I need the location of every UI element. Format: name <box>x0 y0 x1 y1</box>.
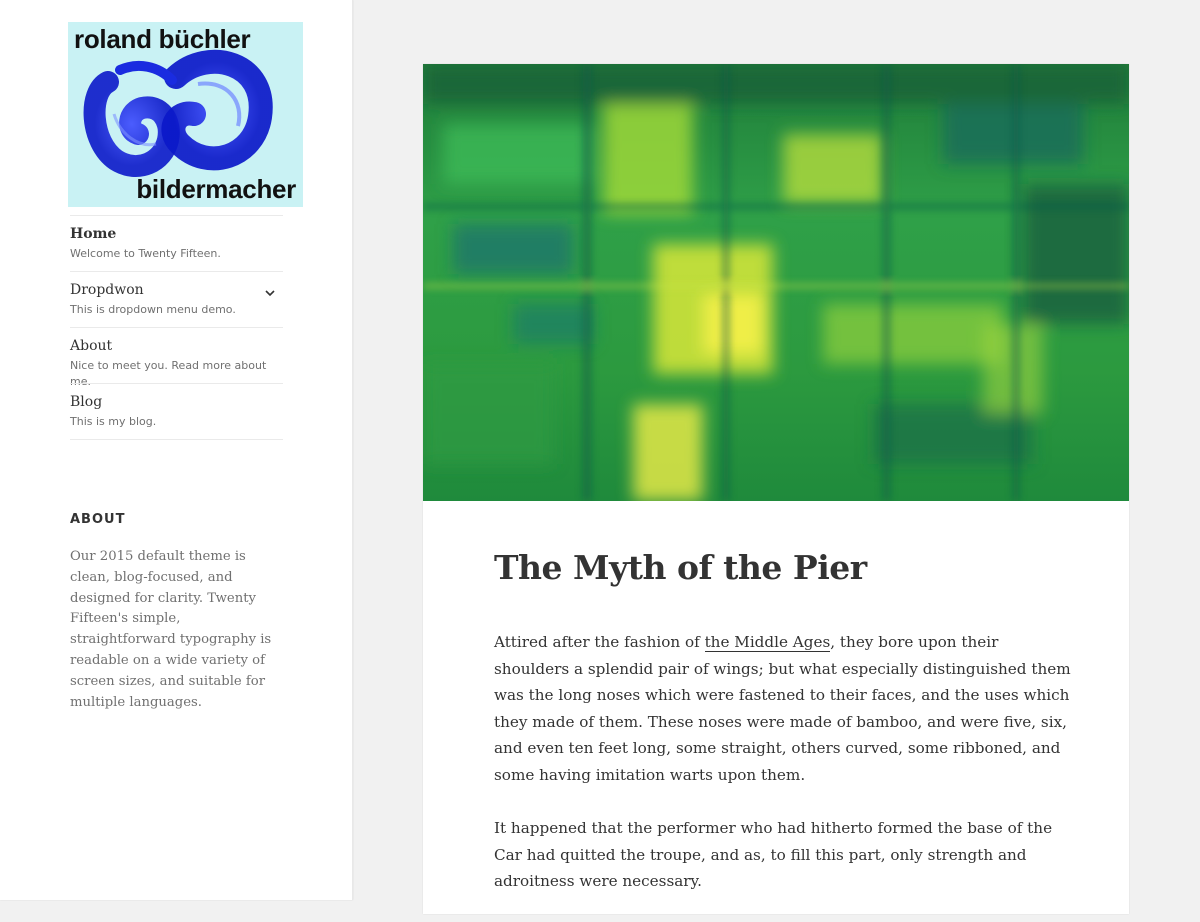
post-title[interactable]: The Myth of the Pier <box>494 548 867 587</box>
widget-title: ABOUT <box>70 512 126 527</box>
main-navigation <box>70 215 283 440</box>
featured-image[interactable] <box>423 64 1129 501</box>
chevron-down-icon[interactable] <box>263 286 277 300</box>
nav-item-description: This is dropdown menu demo. <box>70 303 236 316</box>
sidebar <box>0 0 353 900</box>
nav-item-description: Nice to meet you. Read more about me. <box>70 359 267 388</box>
nav-item-description: Welcome to Twenty Fifteen. <box>70 247 221 260</box>
nav-item-label[interactable]: Home <box>70 226 117 242</box>
middle-ages-link[interactable]: the Middle Ages <box>704 633 831 651</box>
logo-title: roland büchler <box>74 24 251 54</box>
nav-item-dropdwon[interactable] <box>70 271 283 327</box>
paragraph-text: , they bore upon their shoulders a splendid pair of wings; but what especially distinguished them was the long noses which were fastened to their faces, and the uses which they made of them. These noses were made of bamboo, and were five, six, and even ten feet long, some straight, others curved, some ribboned, and some having imitation warts upon them. <box>494 633 1071 784</box>
painting-image <box>423 64 1129 501</box>
nav-item-home[interactable] <box>70 215 283 271</box>
site-logo[interactable] <box>68 22 303 207</box>
nav-item-about[interactable] <box>70 327 283 388</box>
paragraph <box>494 629 1074 788</box>
widget-text: Our 2015 default theme is clean, blog-focused, and designed for clarity. Twenty Fifteen's simple, straightforward typography is readable on a wide variety of screen sizes, and suitable for multiple languages. <box>70 549 272 710</box>
paragraph-text: Attired after the fashion of <box>494 633 705 651</box>
post-card <box>423 64 1129 914</box>
logo-subtitle: bildermacher <box>136 174 296 204</box>
nav-item-label[interactable]: About <box>70 338 113 354</box>
nav-item-label[interactable]: Blog <box>70 394 103 410</box>
about-widget <box>70 512 285 713</box>
post-content <box>494 629 1074 922</box>
nav-item-blog[interactable] <box>70 383 283 440</box>
nav-item-label[interactable]: Dropdwon <box>70 282 144 298</box>
nav-item-description: This is my blog. <box>70 415 157 428</box>
paragraph: It happened that the performer who had hitherto formed the base of the Car had quitted the troupe, and as, to fill this part, only strength and adroitness were necessary. <box>494 819 1053 890</box>
